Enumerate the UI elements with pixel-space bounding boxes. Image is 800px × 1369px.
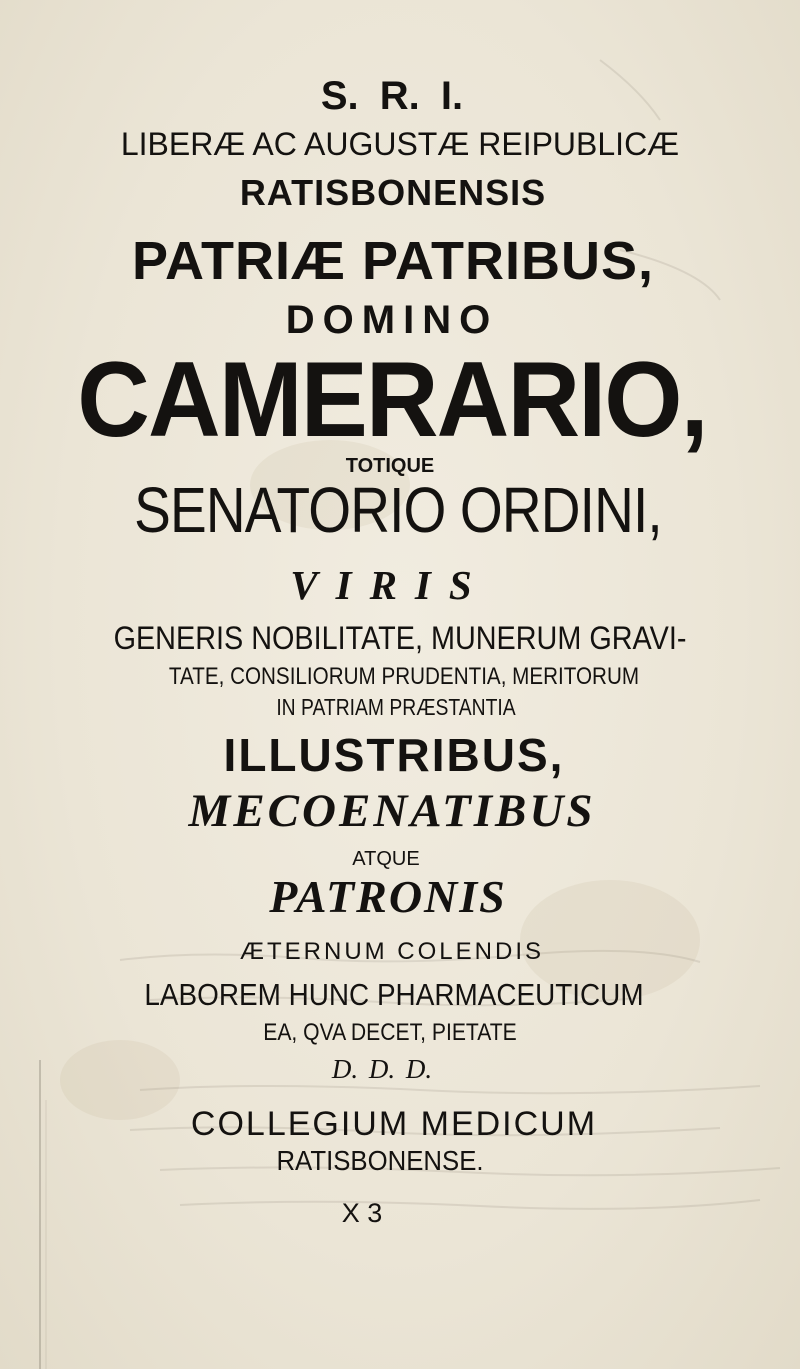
dedication-line-in-patriam: IN PATRIAM PRÆSTANTIA: [276, 694, 516, 720]
dedication-line-ratisbonensis: RATISBONENSIS: [239, 172, 547, 213]
dedication-line-atque: ATQUE: [352, 848, 420, 870]
dedication-line-patronis: PATRONIS: [269, 871, 507, 922]
dedication-line-laborem: LABOREM HUNC PHARMACEUTICUM: [144, 977, 644, 1012]
dedication-line-liberae: LIBERÆ AC AUGUSTÆ REIPUBLICÆ: [120, 126, 680, 162]
dedication-line-domino: DOMINO: [285, 298, 499, 342]
dedication-line-patriae-patribus: PATRIÆ PATRIBUS,: [132, 231, 654, 291]
dedication-line-ratisbonense: RATISBONENSE.: [276, 1145, 484, 1176]
dedication-line-viris: VIRIS: [290, 562, 490, 608]
dedication-line-tate: TATE, CONSILIORUM PRUDENTIA, MERITORUM: [168, 663, 640, 690]
dedication-line-ea-qva: EA, QVA DECET, PIETATE: [263, 1019, 517, 1046]
dedication-line-totique: TOTIQUE: [345, 455, 435, 477]
dedication-line-mecoenatibus: MECOENATIBUS: [188, 785, 596, 837]
dedication-line-illustribus: ILLUSTRIBUS,: [223, 729, 565, 781]
heading-srl: S. R. I.: [320, 74, 464, 118]
dedication-line-collegium: COLLEGIUM MEDICUM: [190, 1105, 598, 1143]
dedication-line-senatorio-ordini: SENATORIO ORDINI,: [134, 474, 662, 546]
dedication-line-aeternum: ÆTERNUM COLENDIS: [239, 938, 545, 965]
dedication-line-ddd: D. D. D.: [331, 1054, 433, 1084]
dedication-line-camerario: CAMERARIO,: [77, 339, 707, 459]
dedication-line-generis: GENERIS NOBILITATE, MUNERUM GRAVI-: [113, 620, 687, 656]
signature-mark: X 3: [341, 1198, 383, 1228]
